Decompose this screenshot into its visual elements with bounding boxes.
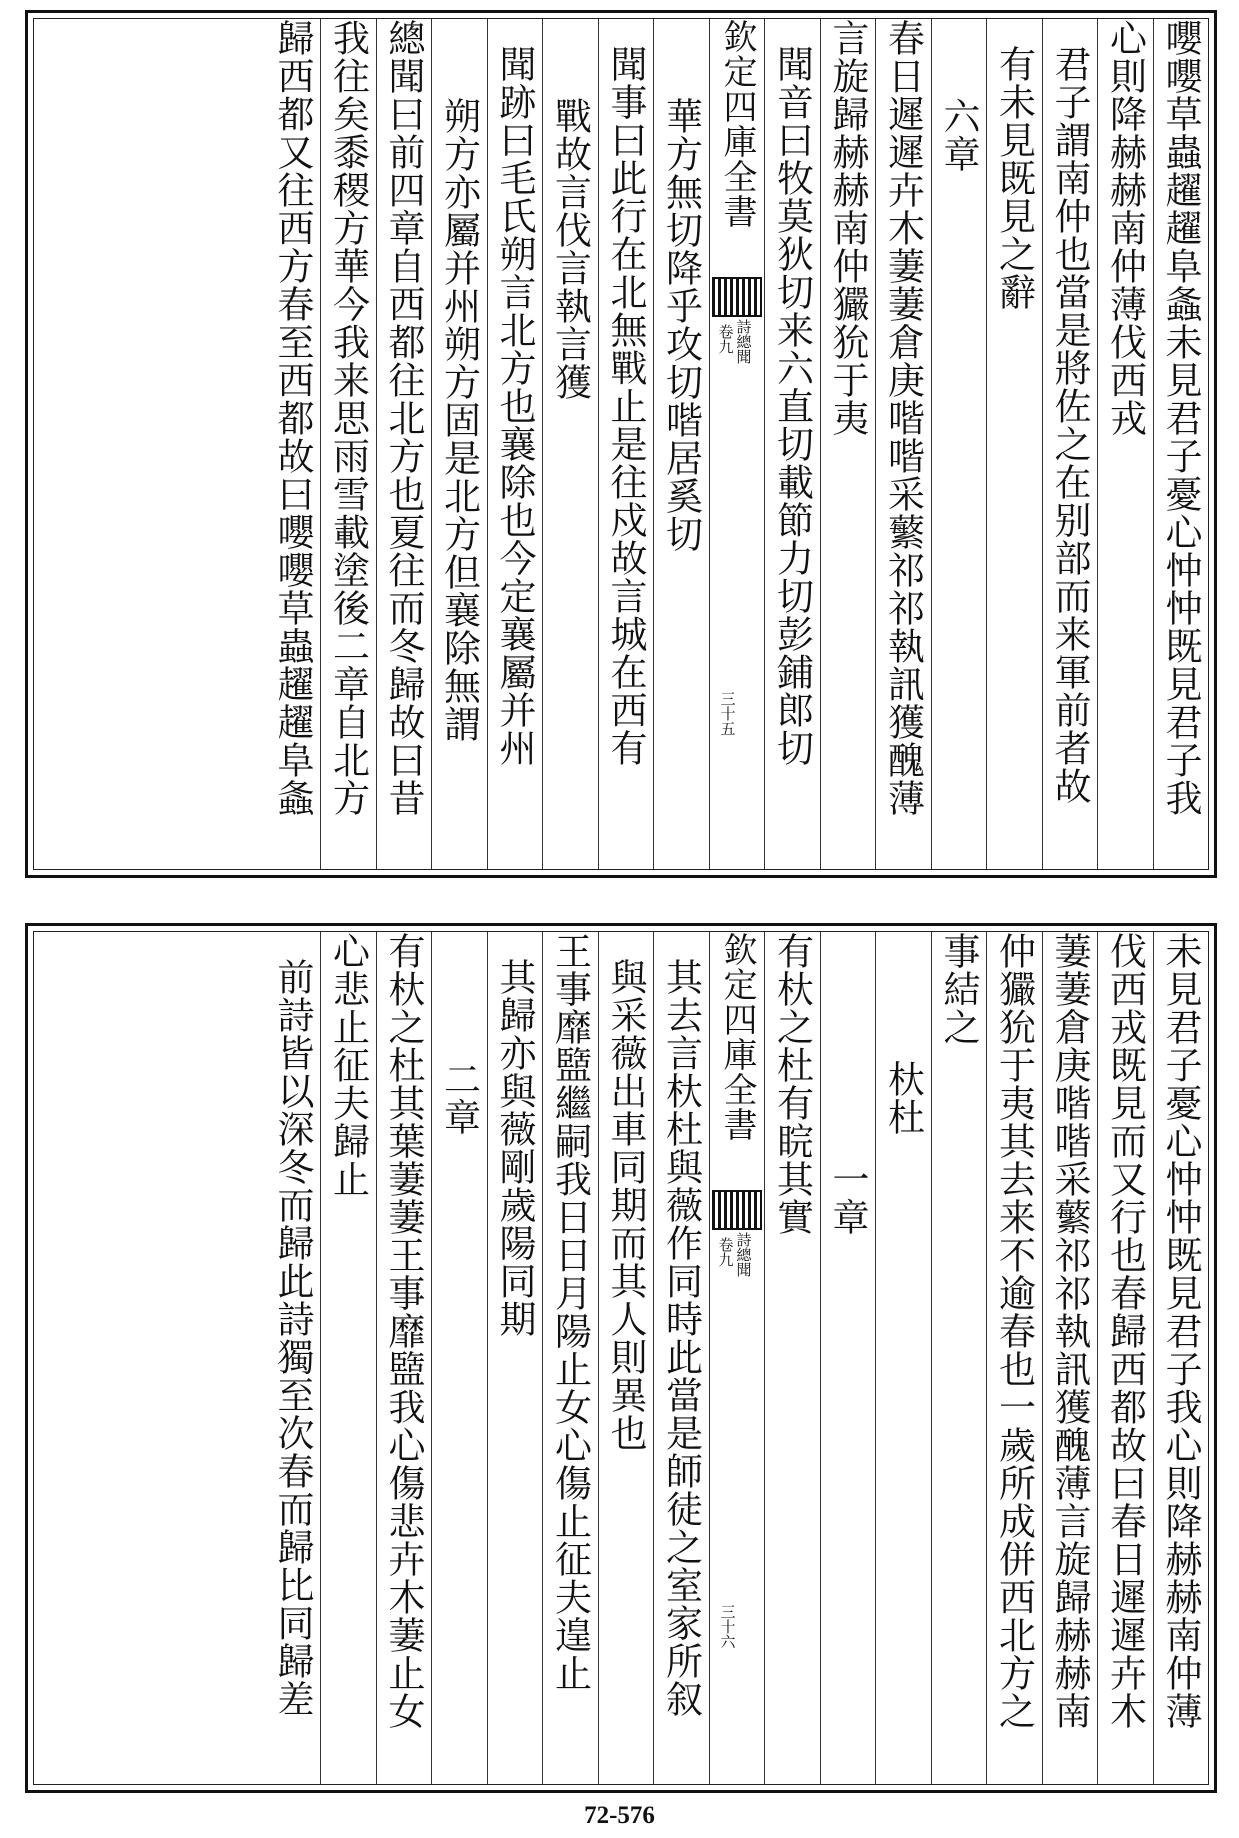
page-number: 72-576 bbox=[584, 1802, 655, 1829]
bottom-page bbox=[25, 923, 1217, 1793]
column-text: 有杕之杜其葉萋萋王事靡盬我心傷悲卉木萋止女 bbox=[382, 932, 425, 1730]
text-column bbox=[376, 932, 432, 1784]
column-text: 前詩皆以深冬而歸此詩獨至次春而歸比同歸差 bbox=[271, 958, 314, 1718]
column-text: 言旋歸赫赫南仲玁狁于夷 bbox=[826, 19, 869, 437]
column-text: 歸西都又往西方春至西都故曰嚶嚶草蟲趯趯阜螽 bbox=[271, 19, 314, 817]
column-text: 有杕之杜有睆其實 bbox=[770, 932, 814, 1236]
column-text: 王事靡盬繼嗣我日日月陽止女心傷止征夫遑止 bbox=[548, 932, 592, 1692]
book-title: 詩總聞 bbox=[734, 1232, 753, 1277]
column-text: 六章 bbox=[937, 97, 980, 173]
text-column bbox=[487, 932, 543, 1784]
volume-number: 卷九 bbox=[716, 324, 735, 354]
text-column bbox=[764, 19, 820, 869]
text-column bbox=[820, 19, 876, 869]
text-column bbox=[431, 19, 487, 869]
text-column bbox=[820, 932, 876, 1784]
text-column bbox=[542, 19, 598, 869]
text-columns bbox=[34, 932, 1208, 1784]
text-column bbox=[1097, 932, 1153, 1784]
column-text: 總聞曰前四章自西都往北方也夏往而冬歸故曰昔 bbox=[382, 19, 425, 817]
text-column bbox=[431, 932, 487, 1784]
text-column bbox=[1042, 19, 1098, 869]
fishtail-mark bbox=[712, 277, 763, 317]
column-text: 杕杜 bbox=[881, 1060, 925, 1136]
column-text: 未見君子憂心忡忡既見君子我心則降赫赫南仲薄 bbox=[1159, 932, 1202, 1730]
column-text: 聞事曰此行在北無戰止是往戍故言城在西有 bbox=[604, 45, 647, 767]
column-text: 事結之 bbox=[937, 932, 980, 1046]
text-column bbox=[986, 932, 1042, 1784]
text-column bbox=[598, 932, 654, 1784]
column-text: 與采薇出車同期而其人則異也 bbox=[604, 958, 647, 1452]
column-text: 聞跡曰毛氏朔言北方也襄除也今定襄屬并州 bbox=[493, 45, 536, 767]
column-text: 我往矣黍稷方華今我来思雨雪載塗後二章自北方 bbox=[326, 19, 370, 817]
collection-title: 欽定四庫全書 bbox=[717, 19, 757, 229]
text-column bbox=[376, 19, 432, 869]
text-column bbox=[1153, 932, 1209, 1784]
leaf-number: 三十五 bbox=[718, 691, 737, 736]
text-column bbox=[1153, 19, 1209, 869]
fishtail-mark bbox=[712, 1190, 763, 1230]
text-column bbox=[1097, 19, 1153, 869]
column-text: 君子謂南仲也當是將佐之在别部而来軍前者故 bbox=[1048, 45, 1091, 805]
text-column bbox=[265, 19, 321, 869]
column-text: 華方無切降乎攻切喈居奚切 bbox=[659, 97, 703, 553]
text-column bbox=[931, 19, 987, 869]
column-text: 朔方亦屬并州朔方固是北方但襄除無謂 bbox=[437, 97, 481, 743]
column-text: 其去言杕杜與薇作同時此當是師徒之室家所叙 bbox=[659, 958, 703, 1718]
column-text: 戰故言伐言執言獲 bbox=[548, 97, 592, 401]
text-column bbox=[875, 19, 931, 869]
column-text: 春日遲遲卉木萋萋倉庚喈喈采蘩祁祁執訊獲醜薄 bbox=[881, 19, 925, 817]
text-columns bbox=[34, 19, 1208, 869]
column-text: 嚶嚶草蟲趯趯阜螽未見君子憂心忡忡既見君子我 bbox=[1159, 19, 1202, 817]
text-column bbox=[320, 932, 376, 1784]
column-text: 有未見既見之辭 bbox=[992, 45, 1036, 311]
column-text: 二章 bbox=[437, 1060, 481, 1136]
text-column bbox=[875, 932, 931, 1784]
text-column bbox=[653, 932, 709, 1784]
column-text: 伐西戎既見而又行也春歸西都故曰春日遲遲卉木 bbox=[1103, 932, 1147, 1730]
column-text: 其歸亦與薇剛歲陽同期 bbox=[493, 958, 536, 1338]
column-text: 心悲止征夫歸止 bbox=[326, 932, 370, 1198]
column-text: 心則降赫赫南仲薄伐西戎 bbox=[1103, 19, 1147, 437]
margin-column bbox=[709, 19, 765, 869]
text-column bbox=[764, 932, 820, 1784]
text-column bbox=[320, 19, 376, 869]
collection-title: 欽定四庫全書 bbox=[717, 932, 757, 1142]
column-text: 一章 bbox=[826, 1160, 869, 1236]
margin-column bbox=[709, 932, 765, 1784]
text-column bbox=[487, 19, 543, 869]
text-column bbox=[653, 19, 709, 869]
text-column bbox=[1042, 932, 1098, 1784]
column-text: 聞音曰牧莫狄切来六直切載節力切彭鋪郎切 bbox=[770, 45, 814, 767]
leaf-number: 三十六 bbox=[718, 1604, 737, 1649]
volume-number: 卷九 bbox=[716, 1237, 735, 1267]
book-title: 詩總聞 bbox=[734, 319, 753, 364]
text-column bbox=[265, 932, 321, 1784]
text-column bbox=[931, 932, 987, 1784]
top-page bbox=[25, 10, 1217, 878]
column-text: 仲玁狁于夷其去来不逾春也一歲所成併西北方之 bbox=[992, 932, 1036, 1730]
text-column bbox=[986, 19, 1042, 869]
text-column bbox=[542, 932, 598, 1784]
column-text: 萋萋倉庚喈喈采蘩祁祁執訊獲醜薄言旋歸赫赫南 bbox=[1048, 932, 1091, 1730]
text-column bbox=[598, 19, 654, 869]
